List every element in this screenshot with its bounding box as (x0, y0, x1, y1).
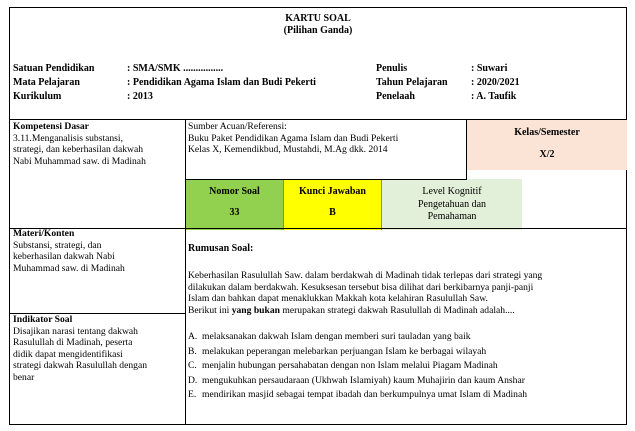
kompetensi-line: 3.11.Menganalisis substansi, (13, 132, 123, 144)
title-line-1: KARTU SOAL (285, 13, 351, 24)
kunci-heading: Kunci Jawaban (299, 186, 366, 197)
meta-row-penulis (376, 62, 520, 76)
meta-value: : Suwari (471, 63, 508, 74)
nomor-heading: Nomor Soal (209, 186, 260, 197)
meta-row-mapel (13, 76, 316, 90)
sumber-acuan (188, 121, 468, 156)
meta-label: Penulis (376, 63, 408, 74)
kelas-value: X/2 (539, 149, 555, 160)
meta-value: : SMA/SMK ................ (127, 63, 224, 74)
meta-label: Penelaah (376, 91, 415, 102)
option-text: mendirikan masjid sebagai tempat ibadah dan berkumpulnya umat Islam di Madinah (202, 389, 528, 401)
materi-line: Muhammad saw. di Madinah (13, 262, 125, 274)
materi-konten (13, 228, 185, 274)
indikator-line: didik dapat mengidentifikasi (13, 348, 123, 360)
option-key: D. (188, 374, 198, 386)
kunci-value: B (329, 207, 336, 218)
meta-value: : A. Taufik (471, 91, 517, 102)
level-line: Pengetahuan dan (417, 199, 487, 210)
indikator-soal (13, 314, 185, 383)
kompetensi-line: Nabi Muhammad saw. di Madinah (13, 155, 146, 167)
sumber-line: Kelas X, Kemendikbud, Mustahdi, M.Ag dkk. 2014 (188, 144, 388, 155)
question-stem (188, 270, 620, 316)
stem-line: Islam dan bahkan dapat menaklukkan Makkah kota kelahiran Rasulullah Saw. (188, 293, 488, 304)
option-a (188, 330, 620, 345)
kelas-semester-cell (467, 120, 627, 170)
meta-row-penelaah (376, 90, 520, 104)
meta-label: Kurikulum (13, 91, 62, 102)
option-text: melakukan peperangan melebarkan perjuangan Islam ke berbagai wilayah (202, 345, 487, 357)
question-post: merupakan strategi dakwah Rasulullah di Madinah adalah.... (279, 304, 515, 316)
option-text: menjalin hubungan persahabatan dengan non Islam melalui Piagam Madinah (202, 360, 498, 372)
indikator-line: strategi dakwah Rasulullah dengan (13, 360, 148, 371)
option-key: B. (188, 345, 197, 357)
indikator-heading: Indikator Soal (13, 314, 73, 325)
nomor-soal-cell (186, 179, 284, 230)
sumber-bottom-line (185, 179, 467, 180)
meta-label: Satuan Pendidikan (13, 63, 95, 74)
meta-row-kurikulum (13, 90, 316, 104)
table-top-line (10, 119, 627, 120)
option-d (188, 374, 620, 389)
meta-row-satuan (13, 62, 316, 76)
option-text: melaksanakan dakwah Islam dengan memberi suri tauladan yang baik (202, 331, 471, 342)
option-key: A. (188, 331, 198, 342)
sumber-line: Sumber Acuan/Referensi: (188, 121, 287, 132)
title-line-2: (Pilihan Ganda) (283, 25, 353, 36)
kompetensi-dasar (13, 121, 185, 167)
option-key: E. (188, 389, 197, 401)
meta-label: Mata Pelajaran (13, 77, 80, 88)
question-card (9, 7, 627, 425)
level-value (382, 199, 522, 222)
level-heading: Level Kognitif (422, 186, 482, 197)
stem-line: dilakukan dalam berdakwah. Kesuksesan tersebut bisa dilihat dari berkibarnya panji-panji (188, 281, 534, 293)
indikator-line: Disajikan narasi tentang dakwah (13, 325, 138, 337)
kelas-heading: Kelas/Semester (514, 127, 580, 138)
option-b (188, 345, 620, 360)
option-text: mengukuhkan persaudaraan (Ukhwah Islamiyah) kaum Muhajirin dan kaum Anshar (202, 374, 525, 386)
left-column-line (185, 119, 186, 425)
stem-line: Keberhasilan Rasulullah Saw. dalam berdakwah di Madinah tidak terlepas dari strategi yang (188, 270, 543, 281)
materi-line: Substansi, strategi, dan (13, 239, 102, 251)
meta-row-tahun (376, 76, 520, 90)
level-line: Pemahaman (427, 210, 477, 222)
materi-heading: Materi/Konten (13, 228, 75, 239)
meta-value: : 2020/2021 (471, 77, 520, 88)
option-key: C. (188, 360, 197, 372)
meta-left-block (13, 62, 316, 104)
indikator-line: benar (13, 371, 35, 383)
nomor-value: 33 (229, 207, 240, 218)
question-emphasis: yang bukan (231, 304, 280, 316)
kompetensi-heading: Kompetensi Dasar (13, 121, 89, 132)
kompetensi-line: strategi, dan keberhasilan dakwah (13, 144, 143, 155)
option-c (188, 359, 620, 374)
kompetensi-text (13, 133, 185, 168)
kunci-jawaban-cell (284, 179, 382, 230)
card-title (10, 13, 626, 37)
meta-value: : 2013 (127, 91, 153, 102)
level-kognitif-cell (382, 179, 522, 230)
meta-right-block (376, 62, 520, 104)
rumusan-heading: Rumusan Soal: (188, 243, 254, 254)
question-pre: Berikut ini (188, 304, 232, 316)
meta-label: Tahun Pelajaran (376, 77, 448, 88)
option-e (188, 388, 620, 403)
question-line (188, 305, 620, 317)
meta-value: : Pendidikan Agama Islam dan Budi Pekerti (127, 77, 316, 88)
indikator-line: Rasulullah di Madinah, peserta (13, 337, 133, 348)
materi-line: keberhasilan dakwah Nabi (13, 251, 115, 262)
sumber-line: Buku Paket Pendidikan Agama Islam dan Budi Pekerti (188, 132, 399, 144)
answer-options (188, 330, 620, 403)
